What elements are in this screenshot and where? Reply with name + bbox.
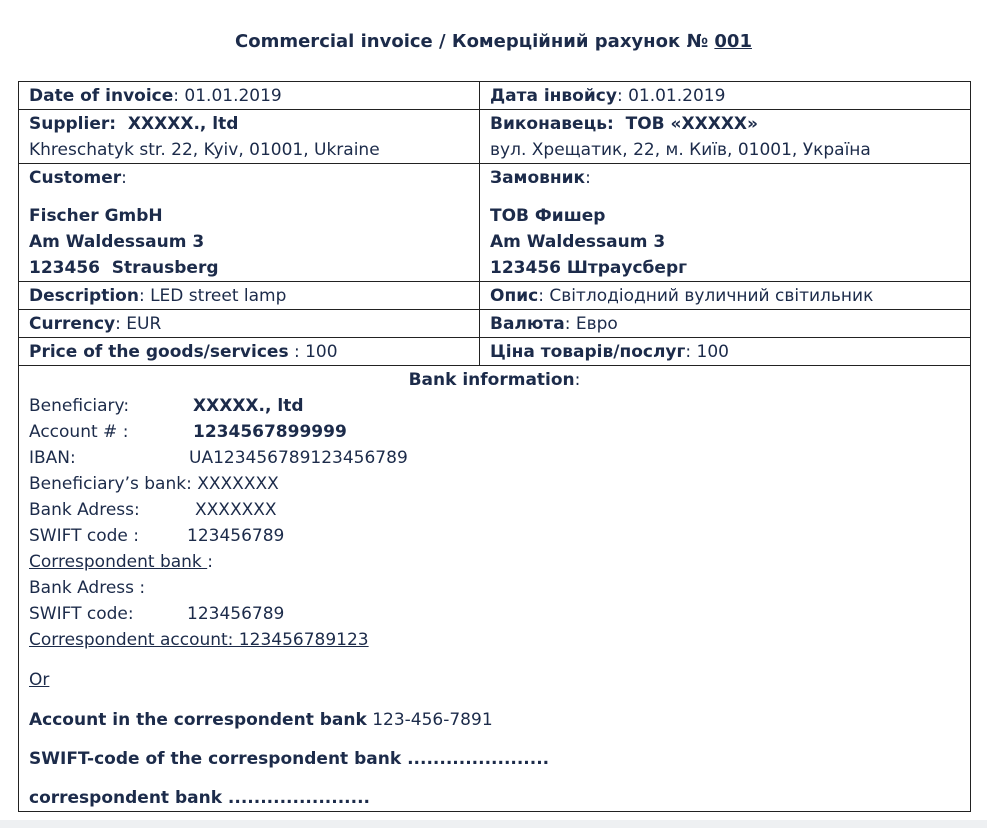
customer-en-line: Fischer GmbH <box>29 206 163 226</box>
supplier-ua-label: Виконавець: <box>490 114 614 134</box>
customer-ua-line: 123456 Штраусберг <box>490 258 687 278</box>
account-in-correspondent-label: Account in the correspondent bank <box>29 710 367 730</box>
corr-swift-row <box>29 601 960 627</box>
account-in-correspondent-value: 123-456-7891 <box>366 710 493 730</box>
customer-en-label: Customer <box>29 168 122 188</box>
correspondent-bank-colon: : <box>207 552 213 572</box>
customer-row <box>19 164 971 282</box>
currency-en-value: : EUR <box>115 314 162 334</box>
account-value: 1234567899999 <box>193 422 347 442</box>
supplier-en-cell <box>19 110 480 164</box>
description-en-cell <box>19 282 480 310</box>
description-en-label: Description <box>29 286 139 306</box>
swift-row <box>29 523 960 549</box>
currency-en-cell <box>19 310 480 338</box>
swift-correspondent-row: SWIFT-code of the correspondent bank ...................... <box>29 749 550 769</box>
supplier-ua-cell <box>480 110 971 164</box>
date-ua-label: Дата інвойсу <box>490 86 617 106</box>
date-en-cell <box>19 82 480 110</box>
date-ua-cell <box>480 82 971 110</box>
beneficiary-value: XXXXX., ltd <box>193 396 304 416</box>
beneficiary-label: Beneficiary: <box>29 396 130 416</box>
correspondent-bank-row <box>29 549 960 575</box>
date-en-value: : 01.01.2019 <box>173 86 282 106</box>
supplier-ua-address: вул. Хрещатик, 22, м. Київ, 01001, Україна <box>490 140 871 160</box>
beneficiary-row <box>29 393 960 419</box>
supplier-row <box>19 110 971 164</box>
invoice-table <box>18 81 971 812</box>
customer-ua-line: ТОВ Фишер <box>490 206 606 226</box>
account-row <box>29 419 960 445</box>
customer-en-line: 123456 Strausberg <box>29 258 219 278</box>
iban-label: IBAN: <box>29 448 76 468</box>
supplier-en-address: Khreschatyk str. 22, Kyiv, 01001, Ukraine <box>29 140 380 160</box>
description-en-value: : LED street lamp <box>138 286 287 306</box>
price-ua-label: Ціна товарів/послуг <box>490 342 686 362</box>
customer-en-colon: : <box>121 168 127 188</box>
currency-row <box>19 310 971 338</box>
page-bottom-strip <box>0 820 987 828</box>
customer-ua-line: Am Waldessaum 3 <box>490 232 666 252</box>
correspondent-bank-label: Correspondent bank <box>29 552 208 572</box>
price-ua-value: : 100 <box>685 342 729 362</box>
supplier-en-label: Supplier: <box>29 114 117 134</box>
corr-swift-value: 123456789 <box>187 604 285 624</box>
description-row <box>19 282 971 310</box>
date-en-label: Date of invoice <box>29 86 174 106</box>
corr-bank-address-row <box>29 575 960 601</box>
customer-en-cell <box>19 164 480 282</box>
beneficiary-bank-row <box>29 471 960 497</box>
bank-row <box>19 366 971 812</box>
beneficiary-bank-label: Beneficiary’s bank: <box>29 474 198 494</box>
invoice-number: 001 <box>714 31 752 52</box>
price-ua-cell <box>480 338 971 366</box>
price-en-value: : 100 <box>288 342 338 362</box>
beneficiary-bank-value: XXXXXXX <box>197 474 279 494</box>
description-ua-value: : Світлодіодний вуличний світильник <box>538 286 874 306</box>
currency-ua-cell <box>480 310 971 338</box>
price-row <box>19 338 971 366</box>
customer-ua-label: Замовник <box>490 168 586 188</box>
bank-address-row <box>29 497 960 523</box>
currency-ua-label: Валюта <box>490 314 565 334</box>
iban-value: UA123456789123456789 <box>189 448 408 468</box>
corr-swift-label: SWIFT code: <box>29 604 134 624</box>
bank-info-cell <box>19 366 971 812</box>
currency-ua-value: : Евро <box>564 314 618 334</box>
correspondent-bank-dots-row: correspondent bank ...................... <box>29 788 371 808</box>
bank-address-value: XXXXXXX <box>195 500 277 520</box>
price-en-label: Price of the goods/services <box>29 342 289 362</box>
price-en-cell <box>19 338 480 366</box>
correspondent-account: Correspondent account: 123456789123 <box>29 630 369 650</box>
swift-value: 123456789 <box>187 526 285 546</box>
iban-row <box>29 445 960 471</box>
supplier-ua-name: ТОВ «XXXXX» <box>625 114 759 134</box>
description-ua-label: Опис <box>490 286 539 306</box>
currency-en-label: Currency <box>29 314 116 334</box>
corr-bank-address-label: Bank Adress : <box>29 578 146 598</box>
bank-address-label: Bank Adress: <box>29 500 140 520</box>
date-row <box>19 82 971 110</box>
description-ua-cell <box>480 282 971 310</box>
bank-info-title: Bank information: <box>408 370 581 390</box>
swift-label: SWIFT code : <box>29 526 140 546</box>
account-in-correspondent-row <box>29 707 960 733</box>
or-text: Or <box>29 670 50 690</box>
supplier-en-name: XXXXX., ltd <box>127 114 239 134</box>
customer-en-line: Am Waldessaum 3 <box>29 232 205 252</box>
customer-ua-colon: : <box>585 168 591 188</box>
date-ua-value: : 01.01.2019 <box>616 86 726 106</box>
invoice-title-text: Commercial invoice / Комерційний рахунок № <box>235 31 709 52</box>
invoice-title <box>0 31 987 52</box>
customer-ua-cell <box>480 164 971 282</box>
account-label: Account # : <box>29 422 129 442</box>
